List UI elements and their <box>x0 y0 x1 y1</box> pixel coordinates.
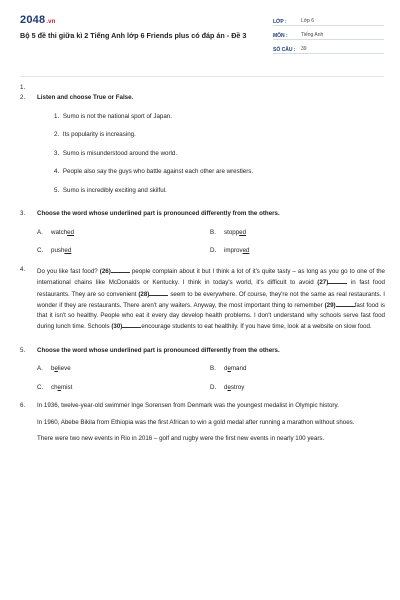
meta-label: MÔN : <box>273 33 288 39</box>
blank-28: (28) <box>138 290 150 298</box>
meta-info <box>273 14 384 56</box>
meta-row-subject <box>273 28 384 40</box>
statement-2 <box>37 130 385 140</box>
option-c[interactable]: C. pushed <box>37 247 72 254</box>
statement-text: Sumo is incredibly exciting and skilful. <box>62 186 167 194</box>
statement-number: 1. <box>54 112 60 120</box>
question-number: 2. <box>20 94 26 101</box>
question-number: 6. <box>20 402 26 409</box>
question-number: 3. <box>20 210 26 217</box>
document-title: Bộ 5 đề thi giữa kì 2 Tiếng Anh lớp 6 Friends plus có đáp án - Đề 3 <box>20 31 247 40</box>
question-1 <box>20 93 385 195</box>
question-5 <box>20 346 385 356</box>
meta-label: LỚP : <box>273 19 287 25</box>
page-header <box>20 14 384 66</box>
question-instruction: Choose the word whose underlined part is pronounced differently from the others. <box>37 210 280 217</box>
option-b[interactable]: B. stopped <box>210 228 247 236</box>
header-divider <box>20 76 384 77</box>
exam-content <box>20 83 385 450</box>
statement-number: 5. <box>54 186 60 194</box>
option-b[interactable]: B. demand <box>210 365 247 372</box>
statement-number: 3. <box>54 149 60 157</box>
meta-row-class <box>273 14 384 26</box>
paragraph: There were two new events in Rio in 2016 – golf and rugby were the first new events in nearly 100 years. <box>37 435 325 442</box>
statement-number: 2. <box>54 131 60 138</box>
blank-29: (29) <box>324 302 336 309</box>
logo-text: 2048 <box>20 14 46 26</box>
meta-label: SỐ CÂU : <box>273 47 296 53</box>
blank-26: (26) <box>99 267 111 275</box>
question-3 <box>20 209 385 219</box>
question-number: 4. <box>20 265 26 273</box>
question-instruction: Choose the word whose underlined part is pronounced differently from the others. <box>37 346 280 354</box>
paragraph: In 1960, Abebe Bikila from Ethiopia was the first African to win a gold medal after running a marathon without shoes. <box>37 418 355 426</box>
blank-27: (27) <box>317 279 329 286</box>
answer-options-q5 <box>20 364 385 392</box>
answer-blank[interactable] <box>122 320 141 328</box>
statement-text: Sumo is not the national sport of Japan. <box>62 112 172 120</box>
statement-3 <box>37 149 385 159</box>
reading-passage: Do you like fast food? (26) people complain about it but I think a lot of it's quite tasty – as long as you go to one of the international chains like McDonalds or Kentucky. I think in today's world, it's difficult to avoid (27) in fast food restaurants. They are so convenient (28) seem to be everywhere. Of course, they're not the same as real restaurants. I wonder if they are restaurants. There aren't any waiters. Anyway, the most important thing to remember (29) fast food is that it isn't so healthy. People who eat it every day develop health problems. I don't understand why schools serve fast food during lunch time. Schools (30) encourage students to eat healthily. If you have time, look at a website on slow food. <box>37 265 385 332</box>
meta-value: Tiếng Anh <box>301 32 324 38</box>
statement-text: People also say the guys who battle against each other are wrestlers. <box>62 168 254 175</box>
blank-30: (30) <box>111 323 123 330</box>
answer-options-q3 <box>20 228 385 256</box>
question-instruction: Listen and choose True or False. <box>37 94 134 101</box>
question-1-number: 1. <box>20 84 26 91</box>
meta-value: 39 <box>301 46 307 52</box>
answer-blank[interactable] <box>111 265 130 273</box>
statement-5 <box>37 186 385 196</box>
site-logo[interactable] <box>20 14 56 26</box>
statement-1 <box>37 112 385 122</box>
option-d[interactable]: D. destroy <box>210 383 245 391</box>
logo-suffix: .vn <box>46 19 56 25</box>
statement-text: Its popularity is increasing. <box>62 131 136 138</box>
statement-number: 4. <box>54 168 60 175</box>
option-a[interactable]: A. believe <box>37 365 71 372</box>
meta-value: Lớp 6 <box>301 18 315 24</box>
question-6 <box>20 401 385 444</box>
statement-text: Sumo is misunderstood around the world. <box>62 149 178 157</box>
statement-4 <box>37 167 385 177</box>
question-number: 5. <box>20 346 26 354</box>
answer-blank[interactable] <box>336 299 355 307</box>
paragraph: In 1936, twelve-year-old swimmer Inge Sorensen from Denmark was the youngest medalist in Olympic history. <box>37 402 339 409</box>
meta-row-count <box>273 42 384 54</box>
option-d[interactable]: D. improved <box>210 247 250 254</box>
question-4 <box>20 265 385 332</box>
option-a[interactable]: A. watched <box>37 228 75 236</box>
answer-blank[interactable] <box>149 288 168 296</box>
answer-blank[interactable] <box>328 276 347 284</box>
option-c[interactable]: C. chemist <box>37 383 73 391</box>
